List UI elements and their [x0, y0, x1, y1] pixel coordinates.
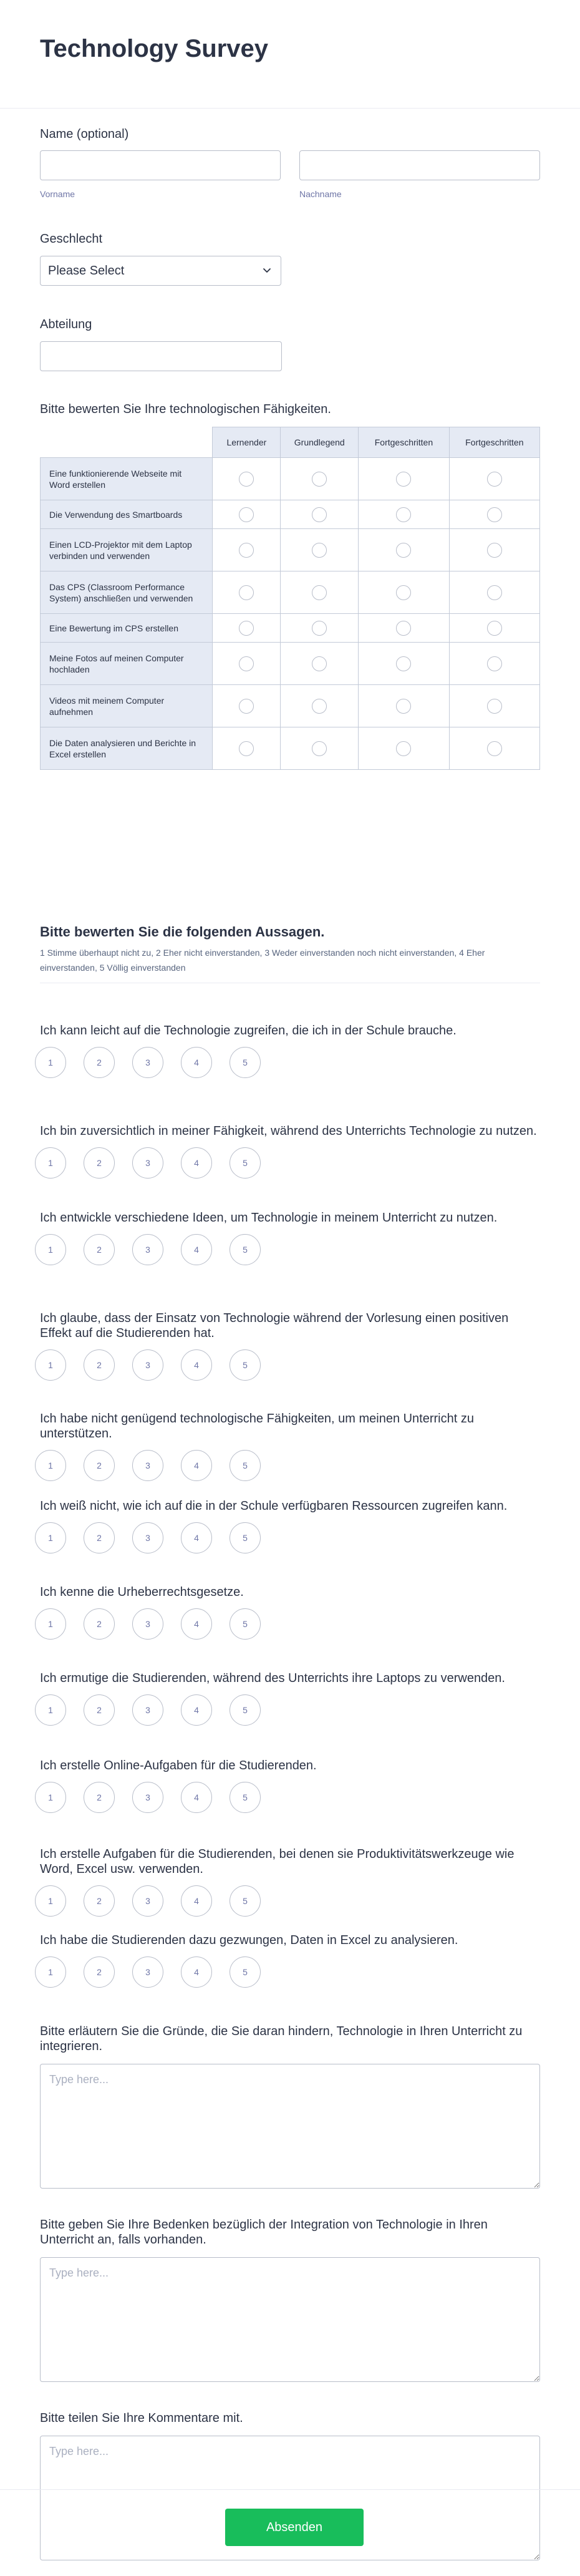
- concerns-field-group: [40, 2217, 540, 2382]
- scale-option[interactable]: 2: [84, 1608, 115, 1640]
- scale-option[interactable]: 4: [181, 1047, 212, 1078]
- matrix-row: [41, 685, 540, 727]
- likert-question-text: Ich weiß nicht, wie ich auf die in der Schule verfügbaren Ressourcen zugreifen kann.: [40, 1499, 508, 1513]
- scale-option[interactable]: 3: [132, 1047, 163, 1078]
- matrix-cell: [213, 614, 281, 643]
- matrix-radio[interactable]: [239, 699, 254, 714]
- matrix-radio[interactable]: [487, 621, 502, 636]
- likert-question-text: Ich entwickle verschiedene Ideen, um Technologie in meinem Unterricht zu nutzen.: [40, 1211, 498, 1225]
- likert-scale: [35, 1147, 540, 1179]
- scale-option[interactable]: 2: [84, 1450, 115, 1481]
- matrix-radio[interactable]: [312, 699, 327, 714]
- scale-option[interactable]: 4: [181, 1694, 212, 1726]
- matrix-row: [41, 571, 540, 614]
- scale-option[interactable]: 1: [35, 1956, 66, 1988]
- scale-option[interactable]: 3: [132, 1694, 163, 1726]
- scale-option[interactable]: 3: [132, 1522, 163, 1553]
- matrix-cell: [281, 614, 359, 643]
- matrix-cell: [281, 643, 359, 685]
- scale-option[interactable]: 4: [181, 1885, 212, 1917]
- scale-option[interactable]: 4: [181, 1782, 212, 1813]
- scale-option[interactable]: 5: [230, 1782, 261, 1813]
- scale-option[interactable]: 4: [181, 1450, 212, 1481]
- gender-select[interactable]: [40, 256, 281, 286]
- matrix-cell: [449, 458, 539, 500]
- scale-option[interactable]: 3: [132, 1885, 163, 1917]
- matrix-cell: [359, 643, 449, 685]
- skills-matrix-group: [40, 402, 540, 770]
- matrix-radio[interactable]: [396, 543, 411, 558]
- scale-option[interactable]: 3: [132, 1450, 163, 1481]
- scale-option[interactable]: 3: [132, 1782, 163, 1813]
- matrix-radio[interactable]: [239, 656, 254, 671]
- matrix-radio[interactable]: [239, 472, 254, 487]
- matrix-radio[interactable]: [487, 699, 502, 714]
- form-footer: [0, 2489, 580, 2576]
- matrix-col-header: Fortgeschritten: [359, 427, 449, 458]
- matrix-cell: [359, 685, 449, 727]
- matrix-radio[interactable]: [312, 543, 327, 558]
- scale-option[interactable]: 2: [84, 1349, 115, 1381]
- scale-option[interactable]: 5: [230, 1694, 261, 1726]
- likert-question-text: Ich glaube, dass der Einsatz von Technologie während der Vorlesung einen positiven Effekt auf die Studierenden hat.: [40, 1311, 509, 1340]
- gender-selected-value: Please Select: [48, 263, 125, 278]
- matrix-radio[interactable]: [239, 585, 254, 600]
- concerns-textarea[interactable]: [40, 2257, 540, 2382]
- matrix-radio[interactable]: [312, 507, 327, 522]
- likert-description: 1 Stimme überhaupt nicht zu, 2 Eher nicht einverstanden, 3 Weder einverstanden noch nicht einverstanden, 4 Eher einverstanden, 5 Völlig einverstanden: [40, 948, 485, 973]
- matrix-cell: [281, 500, 359, 529]
- matrix-corner: [41, 427, 213, 458]
- likert-intro: [40, 924, 540, 983]
- likert-scale: [35, 1694, 540, 1726]
- likert-scale: [35, 1956, 540, 1988]
- likert-question: [40, 1758, 540, 1813]
- likert-question-text: Ich erstelle Online-Aufgaben für die Studierenden.: [40, 1759, 317, 1772]
- scale-option[interactable]: 2: [84, 1522, 115, 1553]
- scale-option[interactable]: 1: [35, 1694, 66, 1726]
- matrix-cell: [213, 458, 281, 500]
- scale-option[interactable]: 1: [35, 1885, 66, 1917]
- likert-question: [40, 1671, 540, 1726]
- matrix-cell: [213, 500, 281, 529]
- name-field-group: [40, 127, 540, 199]
- scale-option[interactable]: 3: [132, 1234, 163, 1265]
- scale-option[interactable]: 4: [181, 1608, 212, 1640]
- matrix-cell: [359, 571, 449, 614]
- matrix-radio[interactable]: [487, 472, 502, 487]
- matrix-cell: [359, 500, 449, 529]
- matrix-radio[interactable]: [312, 621, 327, 636]
- matrix-cell: [281, 571, 359, 614]
- matrix-radio[interactable]: [396, 656, 411, 671]
- matrix-col-header: Grundlegend: [281, 427, 359, 458]
- scale-option[interactable]: 5: [230, 1349, 261, 1381]
- skills-matrix: [40, 427, 540, 770]
- concerns-label: Bitte geben Sie Ihre Bedenken bezüglich der Integration von Technologie in Ihren Unterricht an, falls vorhanden.: [40, 2218, 488, 2247]
- matrix-cell: [449, 727, 539, 770]
- scale-option[interactable]: 4: [181, 1956, 212, 1988]
- likert-question: [40, 1847, 540, 1917]
- scale-option[interactable]: 5: [230, 1956, 261, 1988]
- likert-question-text: Ich kann leicht auf die Technologie zugreifen, die ich in der Schule brauche.: [40, 1024, 457, 1038]
- matrix-radio[interactable]: [396, 585, 411, 600]
- department-label: Abteilung: [40, 318, 92, 331]
- scale-option[interactable]: 1: [35, 1349, 66, 1381]
- form-title: Technology Survey: [40, 35, 269, 62]
- scale-option[interactable]: 2: [84, 1885, 115, 1917]
- matrix-radio[interactable]: [396, 472, 411, 487]
- matrix-col-header: Fortgeschritten: [449, 427, 539, 458]
- matrix-row-label: Eine funktionierende Webseite mit Word erstellen: [41, 458, 213, 500]
- matrix-label: Bitte bewerten Sie Ihre technologischen Fähigkeiten.: [40, 402, 331, 416]
- matrix-row: [41, 529, 540, 571]
- matrix-row-label: Die Daten analysieren und Berichte in Excel erstellen: [41, 727, 213, 770]
- matrix-row-label: Einen LCD-Projektor mit dem Laptop verbinden und verwenden: [41, 529, 213, 571]
- likert-question-text: Ich bin zuversichtlich in meiner Fähigkeit, während des Unterrichts Technologie zu nutzen.: [40, 1124, 537, 1138]
- scale-option[interactable]: 5: [230, 1450, 261, 1481]
- scale-option[interactable]: 2: [84, 1147, 115, 1179]
- likert-question: [40, 1933, 540, 1988]
- matrix-row: [41, 614, 540, 643]
- scale-option[interactable]: 1: [35, 1234, 66, 1265]
- matrix-cell: [281, 685, 359, 727]
- matrix-radio[interactable]: [239, 507, 254, 522]
- matrix-cell: [281, 727, 359, 770]
- matrix-radio[interactable]: [312, 656, 327, 671]
- matrix-row-label: Die Verwendung des Smartboards: [41, 500, 213, 529]
- scale-option[interactable]: 4: [181, 1522, 212, 1553]
- matrix-cell: [213, 529, 281, 571]
- scale-option[interactable]: 2: [84, 1782, 115, 1813]
- name-label: Name (optional): [40, 127, 129, 141]
- scale-option[interactable]: 5: [230, 1608, 261, 1640]
- matrix-radio[interactable]: [396, 741, 411, 756]
- matrix-radio[interactable]: [239, 621, 254, 636]
- matrix-radio[interactable]: [312, 472, 327, 487]
- matrix-cell: [449, 685, 539, 727]
- form-header: [0, 0, 580, 109]
- matrix-row: [41, 643, 540, 685]
- scale-option[interactable]: 4: [181, 1349, 212, 1381]
- matrix-row: [41, 727, 540, 770]
- matrix-cell: [213, 685, 281, 727]
- matrix-radio[interactable]: [396, 621, 411, 636]
- first-name-sublabel: Vorname: [40, 189, 75, 199]
- likert-question: [40, 1499, 540, 1553]
- likert-question-text: Ich habe die Studierenden dazu gezwungen, Daten in Excel zu analysieren.: [40, 1933, 458, 1947]
- matrix-radio[interactable]: [312, 741, 327, 756]
- matrix-cell: [449, 614, 539, 643]
- likert-question-text: Ich kenne die Urheberrechtsgesetze.: [40, 1585, 244, 1599]
- gender-label: Geschlecht: [40, 232, 103, 246]
- matrix-radio[interactable]: [396, 699, 411, 714]
- scale-option[interactable]: 5: [230, 1147, 261, 1179]
- matrix-radio[interactable]: [487, 507, 502, 522]
- scale-option[interactable]: 2: [84, 1047, 115, 1078]
- scale-option[interactable]: 5: [230, 1522, 261, 1553]
- matrix-cell: [359, 727, 449, 770]
- scale-option[interactable]: 2: [84, 1956, 115, 1988]
- matrix-row-label: Das CPS (Classroom Performance System) anschließen und verwenden: [41, 571, 213, 614]
- matrix-radio[interactable]: [396, 507, 411, 522]
- comments-label: Bitte teilen Sie Ihre Kommentare mit.: [40, 2411, 243, 2425]
- matrix-cell: [213, 727, 281, 770]
- likert-question: [40, 1210, 540, 1265]
- scale-option[interactable]: 5: [230, 1234, 261, 1265]
- scale-option[interactable]: 1: [35, 1147, 66, 1179]
- likert-question: [40, 1411, 540, 1481]
- gender-field-group: [40, 232, 281, 286]
- matrix-cell: [359, 614, 449, 643]
- first-name-input[interactable]: [40, 150, 281, 180]
- scale-option[interactable]: 1: [35, 1608, 66, 1640]
- obstacles-textarea[interactable]: [40, 2064, 540, 2189]
- likert-scale: [35, 1885, 540, 1917]
- matrix-row-label: Videos mit meinem Computer aufnehmen: [41, 685, 213, 727]
- scale-option[interactable]: 5: [230, 1047, 261, 1078]
- likert-question: [40, 1585, 540, 1640]
- matrix-radio[interactable]: [487, 741, 502, 756]
- likert-heading: Bitte bewerten Sie die folgenden Aussagen.: [40, 924, 325, 940]
- likert-question-text: Ich ermutige die Studierenden, während des Unterrichts ihre Laptops zu verwenden.: [40, 1671, 505, 1685]
- likert-scale: [35, 1608, 540, 1640]
- likert-question: [40, 1124, 540, 1179]
- likert-question-text: Ich habe nicht genügend technologische Fähigkeiten, um meinen Unterricht zu unterstützen.: [40, 1412, 474, 1441]
- matrix-cell: [449, 571, 539, 614]
- likert-scale: [35, 1450, 540, 1481]
- scale-option[interactable]: 4: [181, 1234, 212, 1265]
- matrix-col-header: Lernender: [213, 427, 281, 458]
- department-field-group: [40, 318, 282, 371]
- matrix-radio[interactable]: [239, 543, 254, 558]
- likert-scale: [35, 1047, 540, 1078]
- submit-button[interactable]: Absenden: [225, 2509, 364, 2546]
- matrix-radio[interactable]: [487, 543, 502, 558]
- likert-question: [40, 1023, 540, 1078]
- scale-option[interactable]: 5: [230, 1885, 261, 1917]
- scale-option[interactable]: 3: [132, 1349, 163, 1381]
- last-name-input[interactable]: [299, 150, 540, 180]
- matrix-radio[interactable]: [487, 656, 502, 671]
- matrix-row-label: Eine Bewertung im CPS erstellen: [41, 614, 213, 643]
- scale-option[interactable]: 1: [35, 1522, 66, 1553]
- matrix-row-label: Meine Fotos auf meinen Computer hochladen: [41, 643, 213, 685]
- matrix-cell: [359, 529, 449, 571]
- matrix-cell: [281, 458, 359, 500]
- scale-option[interactable]: 4: [181, 1147, 212, 1179]
- likert-scale: [35, 1349, 540, 1381]
- likert-question-text: Ich erstelle Aufgaben für die Studierenden, bei denen sie Produktivitätswerkzeuge wie Word, Excel usw. verwenden.: [40, 1847, 515, 1876]
- matrix-cell: [449, 529, 539, 571]
- department-input[interactable]: [40, 341, 282, 371]
- obstacles-label: Bitte erläutern Sie die Gründe, die Sie daran hindern, Technologie in Ihren Unterricht zu integrieren.: [40, 2024, 523, 2053]
- likert-question: [40, 1311, 540, 1381]
- scale-option[interactable]: 1: [35, 1782, 66, 1813]
- obstacles-field-group: [40, 2024, 540, 2189]
- last-name-sublabel: Nachname: [299, 189, 342, 199]
- scale-option[interactable]: 1: [35, 1047, 66, 1078]
- scale-option[interactable]: 3: [132, 1147, 163, 1179]
- scale-option[interactable]: 2: [84, 1694, 115, 1726]
- scale-option[interactable]: 3: [132, 1956, 163, 1988]
- matrix-row: [41, 458, 540, 500]
- matrix-cell: [213, 571, 281, 614]
- matrix-cell: [281, 529, 359, 571]
- likert-scale: [35, 1782, 540, 1813]
- likert-scale: [35, 1522, 540, 1553]
- matrix-cell: [213, 643, 281, 685]
- matrix-radio[interactable]: [239, 741, 254, 756]
- scale-option[interactable]: 1: [35, 1450, 66, 1481]
- scale-option[interactable]: 3: [132, 1608, 163, 1640]
- matrix-radio[interactable]: [312, 585, 327, 600]
- matrix-row: [41, 500, 540, 529]
- matrix-cell: [359, 458, 449, 500]
- matrix-cell: [449, 500, 539, 529]
- matrix-radio[interactable]: [487, 585, 502, 600]
- chevron-down-icon: [261, 265, 273, 277]
- matrix-cell: [449, 643, 539, 685]
- scale-option[interactable]: 2: [84, 1234, 115, 1265]
- likert-scale: [35, 1234, 540, 1265]
